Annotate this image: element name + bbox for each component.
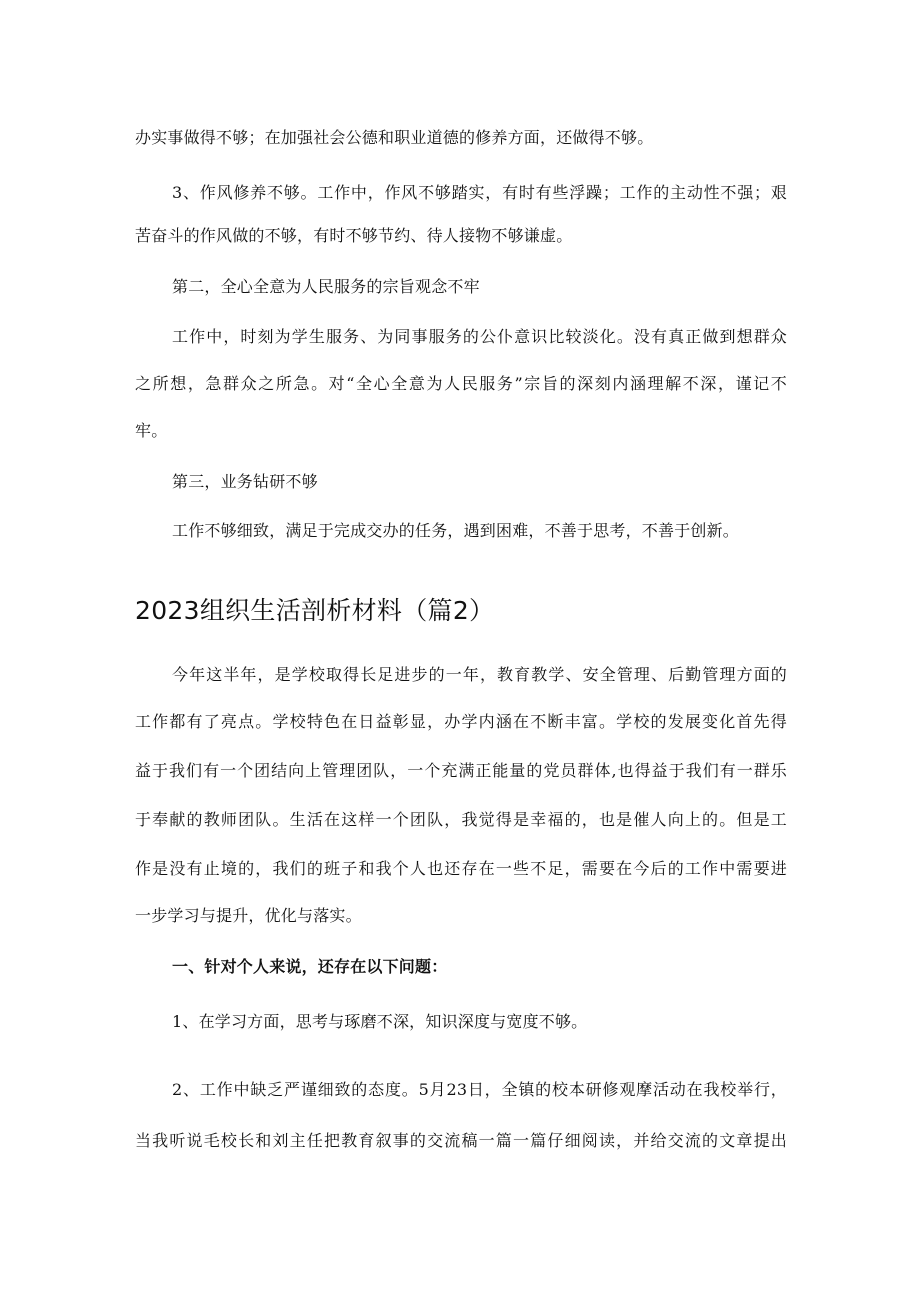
paragraph-line: 1、在学习方面，思考与琢磨不深，知识深度与宽度不够。 xyxy=(172,1012,588,1031)
paragraph-line: 作是没有止境的，我们的班子和我个人也还存在一些不足，需要在今后的工作中需要进 xyxy=(135,859,787,878)
paragraph-line: 牢。 xyxy=(135,421,168,440)
paragraph-line: 工作都有了亮点。学校特色在日益彰显，办学内涵在不断丰富。学校的发展变化首先得 xyxy=(135,712,787,731)
paragraph-line: 工作中，时刻为学生服务、为同事服务的公仆意识比较淡化。没有真正做到想群众 xyxy=(172,327,787,346)
paragraph-line: 益于我们有一个团结向上管理团队，一个充满正能量的党员群体,也得益于我们有一群乐 xyxy=(135,761,787,780)
paragraph-line: 办实事做得不够；在加强社会公德和职业道德的修养方面，还做得不够。 xyxy=(135,128,654,147)
paragraph-line: 2、工作中缺乏严谨细致的态度。5月23日，全镇的校本研修观摩活动在我校举行， xyxy=(172,1080,787,1099)
paragraph-line: 3、作风修养不够。工作中，作风不够踏实，有时有些浮躁；工作的主动性不强；艰 xyxy=(172,183,787,202)
section-subheading: 第三，业务钻研不够 xyxy=(172,472,318,491)
paragraph-line: 工作不够细致，满足于完成交办的任务，遇到困难，不善于思考，不善于创新。 xyxy=(172,521,740,540)
paragraph-line: 于奉献的教师团队。生活在这样一个团队，我觉得是幸福的，也是催人向上的。但是工 xyxy=(135,810,787,829)
section-subheading: 一、针对个人来说，还存在以下问题： xyxy=(172,957,448,976)
paragraph-line: 当我听说毛校长和刘主任把教育叙事的交流稿一篇一篇仔细阅读，并给交流的文章提出 xyxy=(135,1131,787,1150)
document-heading: 2023组织生活剖析材料（篇2） xyxy=(135,596,495,625)
paragraph-line: 今年这半年，是学校取得长足进步的一年，教育教学、安全管理、后勤管理方面的 xyxy=(172,665,787,684)
section-subheading: 第二，全心全意为人民服务的宗旨观念不牢 xyxy=(172,277,480,296)
paragraph-line: 苦奋斗的作风做的不够，有时不够节约、待人接物不够谦虚。 xyxy=(135,226,573,245)
paragraph-line: 一步学习与提升，优化与落实。 xyxy=(135,906,362,925)
paragraph-line: 之所想，急群众之所急。对“全心全意为人民服务”宗旨的深刻内涵理解不深，谨记不 xyxy=(135,374,787,393)
